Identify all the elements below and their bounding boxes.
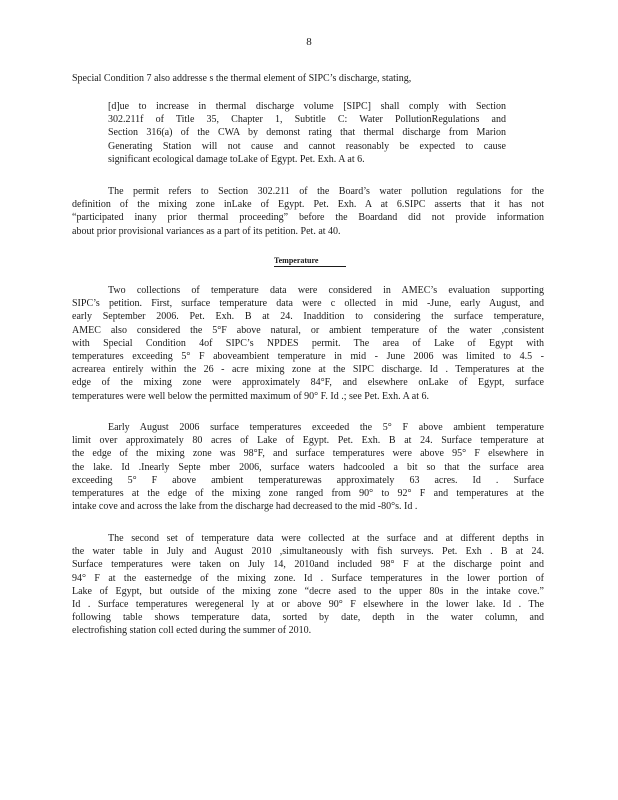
text-line: The second set of temperature data were collected at the surface and at different depths in <box>108 533 544 544</box>
text-line: temperatures exceeding 5° F aboveambient temperature in mid - June 2006 was limited to 4.5 - <box>72 351 544 363</box>
text-line: about prior provisional variances as a part of its petition. Pet. at 40. <box>72 225 341 237</box>
text-line: the lake. Id .Inearly Septe mber 2006, surface waters hadcooled a bit so that the surface area <box>72 461 544 473</box>
text-line: acrearea entirely within the 26 - acre mixing zone at the SIPC discharge. Id . Temperatures at the <box>72 364 544 376</box>
text-line: exceeding 5° F above ambient temperaturewas approximately 63 acres. Id . Surface <box>72 474 544 486</box>
text-line: 302.211f of Title 35, Chapter 1, Subtitle C: Water PollutionRegulations and <box>108 114 506 126</box>
paragraph-early-august-2006 <box>72 421 544 513</box>
section-heading-temperature: Temperature <box>274 256 346 267</box>
text-line: Section 316(a) of the CWA by demonst rating that thermal discharge from Marion <box>108 127 506 139</box>
text-line: SIPC’s petition. First, surface temperature data were c ollected in mid -June, early August, and <box>72 298 544 310</box>
text-line: following table shows temperature data, sorted by date, depth in the water column, and <box>72 612 544 624</box>
text-line: 94° F at the easternedge of the mixing zone. Id . Surface temperatures in the lower portion of <box>72 572 544 584</box>
text-line: “participated inany prior thermal proceeding” before the Boardand did not provide information <box>72 212 544 224</box>
paragraph-permit-refers <box>72 185 544 238</box>
text-line: electrofishing station coll ected during the summer of 2010. <box>72 625 312 637</box>
text-line: the water table in July and August 2010 ,simultaneously with fish surveys. Pet. Exh . B at 24. <box>72 546 544 558</box>
paragraph-special-condition-intro <box>72 72 544 85</box>
text-line: Special Condition 7 also addresse s the thermal element of SIPC’s discharge, stating, <box>72 73 412 84</box>
text-line: definition of the mixing zone inLake of Egypt. Pet. Exh. A at 6.SIPC asserts that it has not <box>72 199 544 211</box>
text-line: the edge of the mixing zone was 98°F, and surface temperatures were above 95° F elsewhere in <box>72 448 544 460</box>
text-line: with Special Condition 4of SIPC’s NPDES permit. The area of Lake of Egypt with <box>72 337 544 349</box>
block-quote-special-condition-7 <box>108 100 506 166</box>
text-line: early September 2006. Pet. Exh. B at 24. Inaddition to considering the surface temperature, <box>72 311 544 323</box>
paragraph-two-collections <box>72 284 544 403</box>
text-line: The permit refers to Section 302.211 of the Board’s water pollution regulations for the <box>108 186 544 197</box>
text-line: Id . Surface temperatures weregeneral ly at or above 90° F elsewhere in the lower lake. Id . The <box>72 599 544 611</box>
text-line: [d]ue to increase in thermal discharge volume [SIPC] shall comply with Section <box>108 101 506 112</box>
text-line: temperatures were well below the permitted maximum of 90° F. Id .; see Pet. Exh. A at 6. <box>72 390 430 402</box>
text-line: Early August 2006 surface temperatures exceeded the 5° F above ambient temperature <box>108 422 544 433</box>
text-line: Two collections of temperature data were considered in AMEC’s evaluation supporting <box>108 285 544 296</box>
text-line: edge of the mixing zone were approximately 84°F, and elsewhere onLake of Egypt, surface <box>72 377 544 389</box>
text-line: Generating Station will not cause and cannot reasonably be expected to cause <box>108 140 506 152</box>
text-line: temperatures at the edge of the mixing zone ranged from 90° to 92° F and temperatures at the <box>72 488 544 500</box>
text-line: limit over approximately 80 acres of Lake of Egypt. Pet. Exh. B at 24. Surface temperature at <box>72 435 544 447</box>
paragraph-second-set-2010 <box>72 532 544 638</box>
text-line: Surface temperatures were taken on July 14, 2010and included 98° F at the discharge point and <box>72 559 544 571</box>
text-line: significant ecological damage toLake of Egypt. Pet. Exh. A at 6. <box>108 153 365 165</box>
text-line: Lake of Egypt, but outside of the mixing zone “decre ased to the upper 80s in the intake cove.” <box>72 585 544 597</box>
text-line: AMEC also considered the 5°F above natural, or ambient temperature of the water ,consistent <box>72 324 544 336</box>
page-number: 8 <box>306 36 312 48</box>
text-line: intake cove and across the lake from the discharge had decreased to the mid -80°s. Id . <box>72 501 418 513</box>
